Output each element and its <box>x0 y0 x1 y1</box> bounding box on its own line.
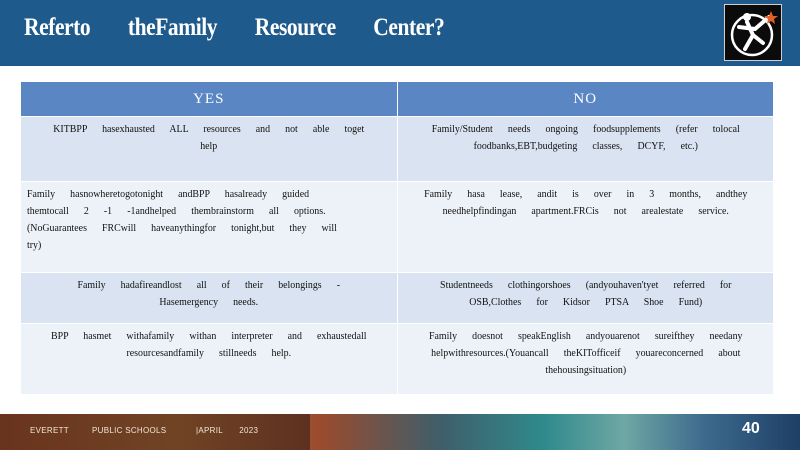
footer-schools: PUBLIC SCHOOLS <box>92 426 167 435</box>
cell-no: Studentneeds clothingorshoes (andyouhaven'tyet referred for OSB,Clothes for Kidsor PTSA Shoe Fund) <box>397 273 774 324</box>
page-number: 40 <box>742 420 760 437</box>
cell-no: Family doesnot speakEnglish andyouarenot sureifthey needany helpwithresources.(Youancall theKITofficeif youareconcerned about thehousingsituation) <box>397 324 774 395</box>
slide-header <box>0 0 800 66</box>
cell-yes: BPP hasmet withafamily withan interpreter and exhaustedall resourcesandfamily stillneeds help. <box>21 324 398 395</box>
header-no: NO <box>397 82 774 117</box>
table-row <box>21 273 774 324</box>
table-row <box>21 117 774 182</box>
table-row <box>21 324 774 395</box>
figure-star-logo-icon <box>724 4 782 61</box>
cell-yes: Family hadafireandlost all of their belongings - Hasemergency needs. <box>21 273 398 324</box>
table-row <box>21 182 774 273</box>
referral-table <box>20 81 774 395</box>
cell-no: Family hasa lease, andit is over in 3 months, andthey needhelpfindingan apartment.FRCis not arealestate service. <box>397 182 774 273</box>
header-yes: YES <box>21 82 398 117</box>
cell-yes: KITBPP hasexhausted ALL resources and not able toget help <box>21 117 398 182</box>
cell-yes: Family hasnowheretogotonight andBPP hasalready guided themtocall 2 -1 -1andhelped thembrainstorm all options.(NoGuarantees FRCwill haveanythingfor tonight,but they will try) <box>21 182 398 273</box>
footer-date: |APRIL 2023 <box>196 426 259 435</box>
slide-footer <box>0 414 800 450</box>
slide-title: Referto theFamily Resource Center? <box>24 14 445 41</box>
cell-no: Family/Student needs ongoing foodsupplements (refer tolocal foodbanks,EBT,budgeting classes, DCYF, etc.) <box>397 117 774 182</box>
footer-org: EVERETT <box>30 426 69 435</box>
